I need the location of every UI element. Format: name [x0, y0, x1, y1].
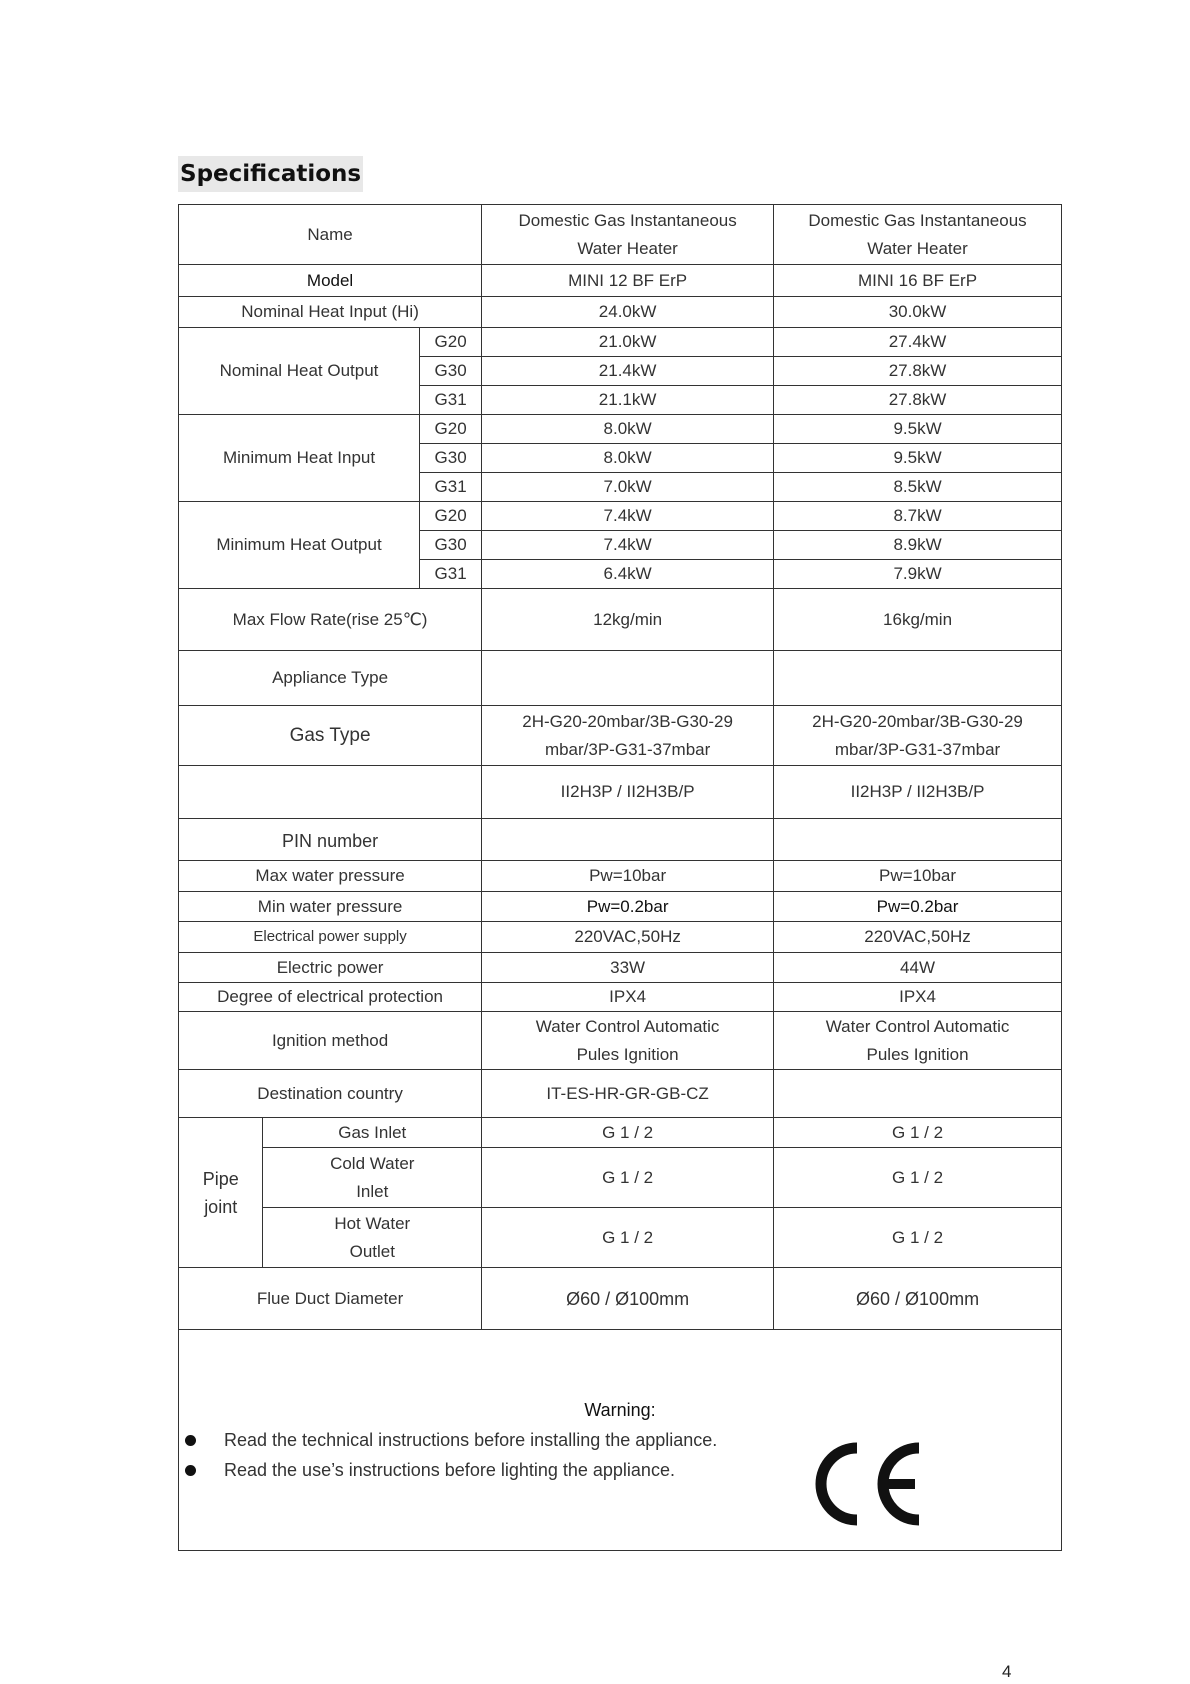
pipe-joint-line1: Pipe — [202, 1168, 239, 1189]
model1-flue-duct: Ø60 / Ø100mm — [482, 1268, 774, 1330]
model2-hot-water-outlet: G 1 / 2 — [774, 1208, 1062, 1268]
model1-value: 8.0kW — [482, 415, 774, 444]
table-row — [179, 415, 1062, 444]
model1-value: 21.4kW — [482, 357, 774, 386]
label-flue-duct: Flue Duct Diameter — [179, 1268, 482, 1330]
model2-max-water-pressure: Pw=10bar — [774, 861, 1062, 892]
label-appliance-type: Appliance Type — [179, 651, 482, 706]
table-row-pin-number — [179, 819, 1062, 861]
hot-water-line2: Outlet — [349, 1241, 395, 1261]
model2-degree-protection: IPX4 — [774, 983, 1062, 1012]
warning-box — [179, 1330, 1062, 1551]
label-pin-number: PIN number — [179, 819, 482, 861]
model1-category: II2H3P / II2H3B/P — [482, 766, 774, 819]
model1-max-flow-rate: 12kg/min — [482, 589, 774, 651]
label-cold-water-inlet — [263, 1148, 482, 1208]
bullet-icon — [185, 1435, 196, 1446]
model2-name — [774, 205, 1062, 265]
model1-model: MINI 12 BF ErP — [482, 265, 774, 297]
model1-cold-water-inlet: G 1 / 2 — [482, 1148, 774, 1208]
label-electrical-power-supply: Electrical power supply — [179, 922, 482, 953]
table-row-warning — [179, 1330, 1062, 1551]
table-row-max-flow-rate — [179, 589, 1062, 651]
model2-value: 9.5kW — [774, 415, 1062, 444]
model2-max-flow-rate: 16kg/min — [774, 589, 1062, 651]
model1-value: 8.0kW — [482, 444, 774, 473]
model1-name — [482, 205, 774, 265]
warning-title: Warning: — [584, 1400, 656, 1420]
model2-nominal-heat-input: 30.0kW — [774, 297, 1062, 328]
model2-ignition-line1: Water Control Automatic — [825, 1016, 1010, 1036]
model1-electric-power: 33W — [482, 953, 774, 983]
model2-appliance-type — [774, 651, 1062, 706]
gas-code: G31 — [420, 473, 482, 502]
table-row-name — [179, 205, 1062, 265]
label-name: Name — [179, 205, 482, 265]
model2-gas-type-line1: 2H-G20-20mbar/3B-G30-29 — [812, 711, 1023, 731]
model1-degree-protection: IPX4 — [482, 983, 774, 1012]
ce-mark-icon — [809, 1438, 927, 1530]
model1-value: 7.4kW — [482, 531, 774, 560]
table-row-degree-protection — [179, 983, 1062, 1012]
table-row-electrical-power-supply — [179, 922, 1062, 953]
label-ignition-method: Ignition method — [179, 1012, 482, 1070]
model2-value: 9.5kW — [774, 444, 1062, 473]
table-row-model — [179, 265, 1062, 297]
model2-value: 8.9kW — [774, 531, 1062, 560]
table-row-max-water-pressure — [179, 861, 1062, 892]
gas-code: G31 — [420, 560, 482, 589]
model1-value: 21.1kW — [482, 386, 774, 415]
label-minimum-heat-output: Minimum Heat Output — [179, 502, 420, 589]
model1-ignition-line2: Pules Ignition — [576, 1044, 679, 1064]
warning-item-text: Read the technical instructions before installing the appliance. — [224, 1430, 718, 1450]
model1-hot-water-outlet: G 1 / 2 — [482, 1208, 774, 1268]
specifications-table — [178, 204, 1062, 1551]
bullet-icon — [185, 1465, 196, 1476]
model2-ignition-method — [774, 1012, 1062, 1070]
model2-value: 27.8kW — [774, 357, 1062, 386]
model2-value: 8.7kW — [774, 502, 1062, 531]
label-minimum-heat-input: Minimum Heat Input — [179, 415, 420, 502]
model1-gas-inlet: G 1 / 2 — [482, 1118, 774, 1148]
table-row-flue-duct — [179, 1268, 1062, 1330]
model1-name-line2: Water Heater — [577, 238, 678, 258]
model1-destination-country: IT-ES-HR-GR-GB-CZ — [482, 1070, 774, 1118]
model2-value: 7.9kW — [774, 560, 1062, 589]
cold-water-line2: Inlet — [356, 1181, 389, 1201]
pipe-joint-line2: joint — [204, 1196, 238, 1217]
table-row-hot-water-outlet — [179, 1208, 1062, 1268]
model2-value: 27.8kW — [774, 386, 1062, 415]
table-row-nominal-heat-input — [179, 297, 1062, 328]
label-degree-protection: Degree of electrical protection — [179, 983, 482, 1012]
model2-name-line1: Domestic Gas Instantaneous — [808, 210, 1027, 230]
hot-water-line1: Hot Water — [334, 1213, 411, 1233]
gas-code: G30 — [420, 531, 482, 560]
table-row-ignition-method — [179, 1012, 1062, 1070]
label-model: Model — [179, 265, 482, 297]
model2-ignition-line2: Pules Ignition — [866, 1044, 969, 1064]
table-row-destination-country — [179, 1070, 1062, 1118]
model2-flue-duct: Ø60 / Ø100mm — [774, 1268, 1062, 1330]
model1-ignition-line1: Water Control Automatic — [535, 1016, 720, 1036]
model1-gas-type-line1: 2H-G20-20mbar/3B-G30-29 — [522, 711, 733, 731]
label-min-water-pressure: Min water pressure — [179, 892, 482, 922]
model1-value: 6.4kW — [482, 560, 774, 589]
label-max-water-pressure: Max water pressure — [179, 861, 482, 892]
model2-name-line2: Water Heater — [867, 238, 968, 258]
page-number: 4 — [1002, 1662, 1012, 1681]
table-row — [179, 328, 1062, 357]
table-row-gas-type — [179, 706, 1062, 766]
gas-code: G31 — [420, 386, 482, 415]
label-electric-power: Electric power — [179, 953, 482, 983]
label-nominal-heat-output: Nominal Heat Output — [179, 328, 420, 415]
gas-code: G20 — [420, 502, 482, 531]
model2-destination-country — [774, 1070, 1062, 1118]
model2-value: 27.4kW — [774, 328, 1062, 357]
model1-nominal-heat-input: 24.0kW — [482, 297, 774, 328]
warning-item-text: Read the use’s instructions before lighting the appliance. — [224, 1460, 675, 1480]
table-row-electric-power — [179, 953, 1062, 983]
model1-gas-type-line2: mbar/3P-G31-37mbar — [544, 739, 711, 759]
model1-gas-type — [482, 706, 774, 766]
label-max-flow-rate: Max Flow Rate(rise 25℃) — [179, 589, 482, 651]
label-destination-country: Destination country — [179, 1070, 482, 1118]
model1-max-water-pressure: Pw=10bar — [482, 861, 774, 892]
cold-water-line1: Cold Water — [330, 1153, 415, 1173]
model2-value: 8.5kW — [774, 473, 1062, 502]
model1-value: 7.0kW — [482, 473, 774, 502]
label-category — [179, 766, 482, 819]
gas-code: G30 — [420, 357, 482, 386]
model1-value: 21.0kW — [482, 328, 774, 357]
model1-ignition-method — [482, 1012, 774, 1070]
model1-appliance-type — [482, 651, 774, 706]
label-pipe-joint — [179, 1118, 263, 1268]
label-gas-inlet: Gas Inlet — [263, 1118, 482, 1148]
model2-gas-type-line2: mbar/3P-G31-37mbar — [834, 739, 1001, 759]
model2-electrical-power-supply: 220VAC,50Hz — [774, 922, 1062, 953]
label-hot-water-outlet — [263, 1208, 482, 1268]
label-gas-type: Gas Type — [179, 706, 482, 766]
gas-code: G30 — [420, 444, 482, 473]
model2-min-water-pressure: Pw=0.2bar — [774, 892, 1062, 922]
model1-min-water-pressure: Pw=0.2bar — [482, 892, 774, 922]
table-row-cold-water-inlet — [179, 1148, 1062, 1208]
label-nominal-heat-input: Nominal Heat Input (Hi) — [179, 297, 482, 328]
model2-gas-inlet: G 1 / 2 — [774, 1118, 1062, 1148]
table-row-gas-inlet — [179, 1118, 1062, 1148]
model2-cold-water-inlet: G 1 / 2 — [774, 1148, 1062, 1208]
table-row-appliance-type — [179, 651, 1062, 706]
page-title: Specifications — [178, 156, 363, 192]
model1-value: 7.4kW — [482, 502, 774, 531]
model1-name-line1: Domestic Gas Instantaneous — [518, 210, 737, 230]
table-row-min-water-pressure — [179, 892, 1062, 922]
model2-gas-type — [774, 706, 1062, 766]
model2-model: MINI 16 BF ErP — [774, 265, 1062, 297]
gas-code: G20 — [420, 328, 482, 357]
model2-category: II2H3P / II2H3B/P — [774, 766, 1062, 819]
model1-electrical-power-supply: 220VAC,50Hz — [482, 922, 774, 953]
model2-pin-number — [774, 819, 1062, 861]
gas-code: G20 — [420, 415, 482, 444]
model1-pin-number — [482, 819, 774, 861]
model2-electric-power: 44W — [774, 953, 1062, 983]
table-row — [179, 502, 1062, 531]
table-row-category — [179, 766, 1062, 819]
